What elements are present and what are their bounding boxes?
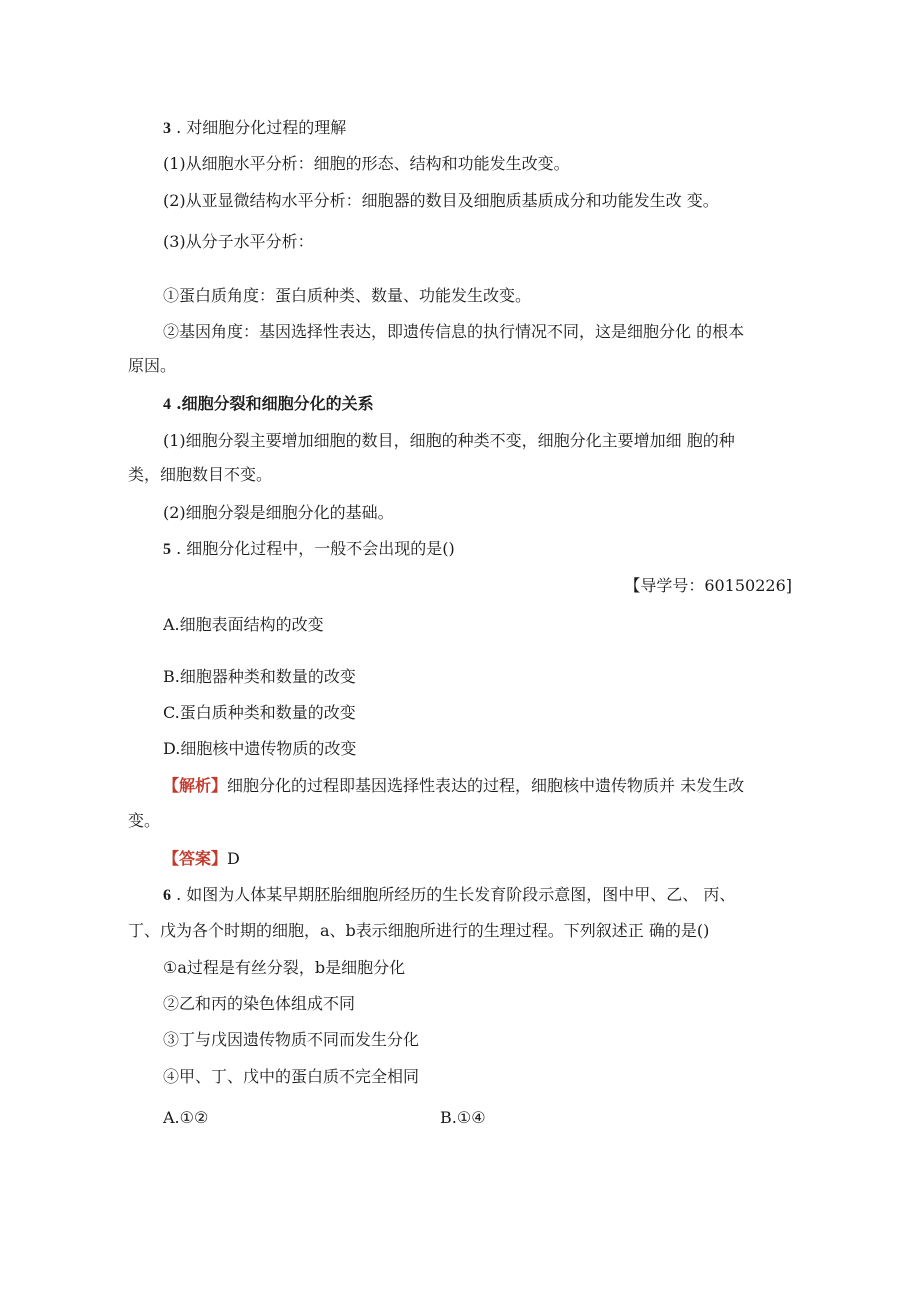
section-4-heading [163, 394, 374, 415]
analysis-line [163, 776, 744, 796]
option-b: B.细胞器种类和数量的改变 [163, 667, 356, 686]
paragraph: (1)细胞分裂主要增加细胞的数目，细胞的种类不变，细胞分化主要增加细 胞的种 [163, 431, 735, 450]
statement-2: ②乙和丙的染色体组成不同 [163, 994, 356, 1013]
question-number: 5 [163, 541, 171, 558]
reference-number: 【导学号：60150226] [624, 576, 792, 595]
analysis-continued: 变。 [128, 811, 161, 830]
analysis-text: 细胞分化的过程即基因选择性表达的过程，细胞核中遗传物质并 未发生改 [227, 776, 745, 795]
section-number: 3 [163, 120, 171, 137]
question-6-stem [163, 885, 735, 906]
question-5-stem [163, 539, 455, 560]
option-c: C.蛋白质种类和数量的改变 [163, 703, 356, 722]
analysis-tag: 【解析】 [163, 776, 228, 795]
paragraph: (3)从分子水平分析： [163, 232, 314, 251]
question-text: . 如图为人体某早期胚胎细胞所经历的生长发育阶段示意图，图中甲、乙、 丙、 [176, 885, 736, 904]
section-number: 4 [163, 396, 171, 413]
paragraph: (1)从细胞水平分析：细胞的形态、结构和功能发生改变。 [163, 154, 570, 173]
paragraph: (2)从亚显微结构水平分析：细胞器的数目及细胞质基质成分和功能发生改 变。 [163, 191, 719, 210]
option-b: B.①④ [440, 1108, 486, 1127]
statement-3: ③丁与戊因遗传物质不同而发生分化 [163, 1030, 420, 1049]
paragraph: (2)细胞分裂是细胞分化的基础。 [163, 503, 394, 522]
option-a: A.①② [163, 1108, 209, 1127]
answer-line [163, 849, 240, 869]
section-3-heading [163, 118, 346, 139]
paragraph: ①蛋白质角度：蛋白质种类、数量、功能发生改变。 [163, 286, 532, 305]
question-text: . 细胞分化过程中，一般不会出现的是() [176, 539, 455, 558]
paragraph: ②基因角度：基因选择性表达，即遗传信息的执行情况不同，这是细胞分化 的根本 [163, 322, 745, 341]
option-d: D.细胞核中遗传物质的改变 [163, 739, 357, 758]
option-a: A.细胞表面结构的改变 [163, 615, 324, 634]
statement-1: ①a过程是有丝分裂，b是细胞分化 [163, 958, 406, 977]
question-text-continued: 丁、戊为各个时期的细胞，a、b表示细胞所进行的生理过程。下列叙述正 确的是() [128, 921, 710, 940]
paragraph-continued: 类，细胞数目不变。 [128, 465, 273, 484]
answer-value: D [227, 849, 240, 868]
answer-tag: 【答案】 [163, 849, 228, 868]
section-title: . 对细胞分化过程的理解 [176, 118, 347, 137]
statement-4: ④甲、丁、戊中的蛋白质不完全相同 [163, 1067, 420, 1086]
section-title: .细胞分裂和细胞分化的关系 [176, 394, 374, 413]
paragraph-continued: 原因。 [128, 356, 177, 375]
question-number: 6 [163, 887, 171, 904]
